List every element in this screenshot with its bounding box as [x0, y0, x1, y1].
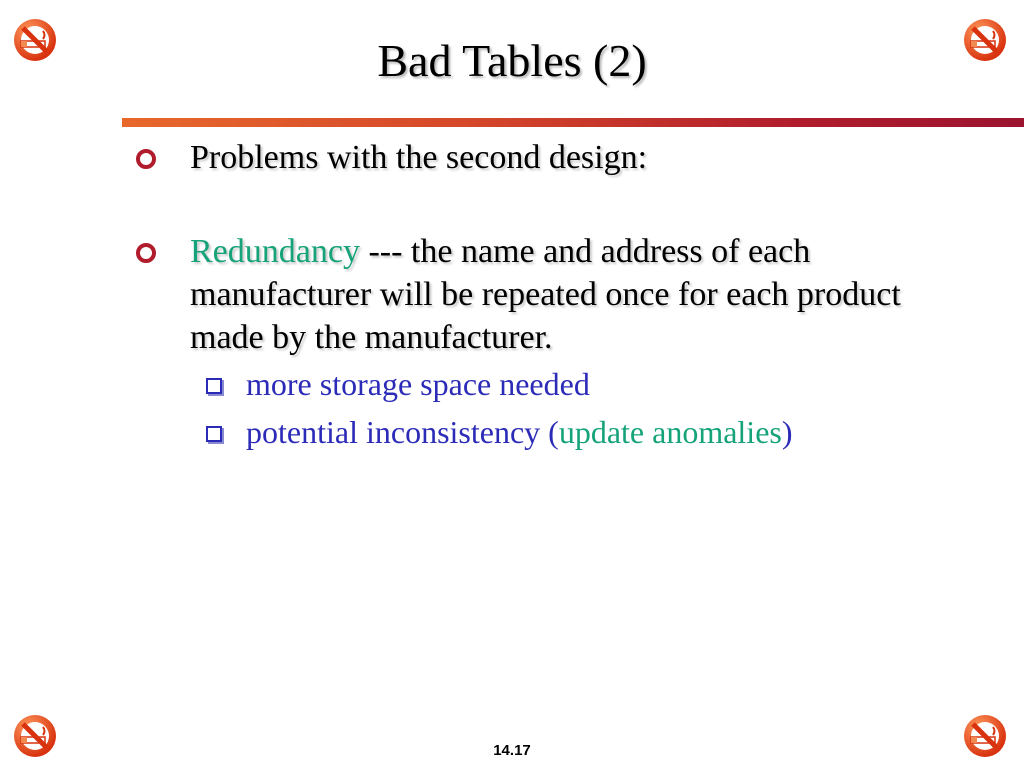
sub-bullet-item — [246, 364, 966, 404]
bullet-text: --- the name and address of each manufacturer will be repeated once for each product made by the manufacturer. — [190, 233, 901, 356]
slide-number: 14.17 — [493, 742, 531, 759]
square-bullet-icon — [206, 426, 222, 442]
square-bullet-icon — [206, 378, 222, 394]
bullet-term: Redundancy — [190, 233, 360, 270]
sub-bullet-text: more storage space needed — [246, 366, 590, 402]
circle-bullet-icon — [132, 230, 160, 273]
bullet-item — [190, 230, 950, 359]
sub-bullet-item — [246, 412, 966, 452]
bullet-item — [190, 136, 950, 179]
circle-bullet-icon — [132, 136, 160, 179]
title-divider — [122, 118, 1024, 127]
sub-bullet-tail: ) — [781, 414, 793, 450]
bullet-text: Problems with the second design: — [190, 139, 648, 176]
slide-title: Bad Tables (2) — [377, 35, 647, 86]
sub-bullet-text: potential inconsistency ( — [246, 414, 559, 450]
sub-bullet-term: update anomalies — [558, 414, 782, 450]
